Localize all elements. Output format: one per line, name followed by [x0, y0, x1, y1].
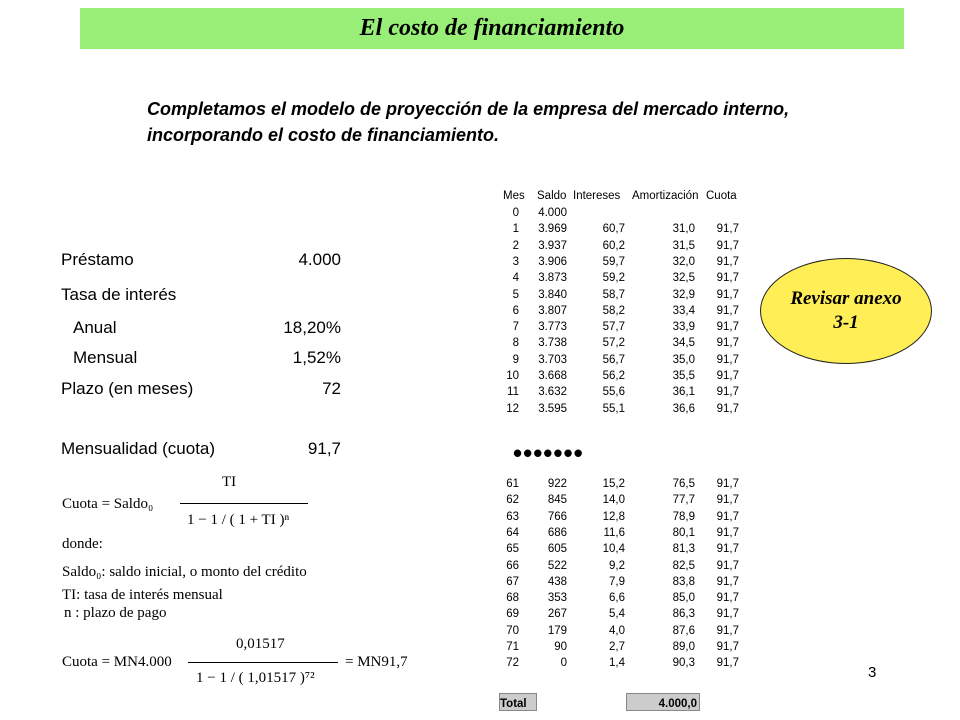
total-label-cell: [499, 693, 537, 711]
table-cell: 0: [560, 657, 567, 670]
table-cell: 36,1: [672, 386, 695, 399]
table-cell: 91,7: [716, 543, 739, 556]
table-cell: 76,5: [672, 478, 695, 490]
table-row: [503, 560, 753, 576]
table-cell: 3.668: [538, 370, 567, 382]
table-cell: 179: [547, 624, 567, 637]
table-row: [503, 511, 753, 527]
table-cell: 55,1: [602, 402, 625, 415]
table-cell: 59,2: [602, 272, 625, 285]
table-cell: 85,0: [672, 592, 695, 605]
table-cell: 91,7: [716, 370, 739, 382]
table-cell: 64: [506, 526, 519, 539]
table-cell: 33,9: [672, 321, 695, 334]
callout-text: Revisar anexo 3-1: [790, 288, 902, 333]
total-label: Total: [500, 698, 527, 710]
table-cell: 6,6: [609, 592, 625, 605]
mensual-label: Mensual: [73, 348, 138, 367]
table-row: [503, 240, 753, 256]
table-cell: 4: [512, 272, 519, 285]
table-cell: 922: [547, 478, 567, 490]
header-cuota: Cuota: [706, 190, 737, 202]
prestamo-value: 4.000: [298, 250, 341, 269]
summary-row-tasa: [61, 285, 341, 309]
plazo-value: 72: [322, 379, 341, 398]
table-cell: 5: [512, 288, 519, 301]
table-cell: 77,7: [672, 494, 695, 507]
table-cell: 55,6: [602, 386, 625, 399]
table-cell: 91,7: [716, 510, 739, 523]
table-cell: 438: [547, 575, 567, 588]
table-cell: 35,0: [672, 353, 695, 366]
table-cell: 31,0: [672, 223, 695, 236]
table-cell: 1,4: [609, 657, 625, 670]
table-cell: 31,5: [672, 239, 695, 252]
formula-ex-fraction-line: [188, 662, 338, 663]
table-cell: 63: [506, 510, 519, 523]
table-row: [503, 657, 753, 673]
table-cell: 91,7: [716, 288, 739, 301]
cuota-label: Mensualidad (cuota): [61, 439, 216, 458]
mensual-value: 1,52%: [292, 348, 341, 367]
table-cell: 58,2: [602, 304, 625, 317]
table-cell: 90,3: [672, 657, 695, 670]
table-cell: 65: [506, 543, 519, 556]
table-row: [503, 494, 753, 510]
table-row: [503, 354, 753, 370]
table-cell: 605: [547, 543, 567, 556]
table-cell: 3.632: [538, 386, 567, 399]
table-cell: 353: [547, 592, 567, 605]
table-cell: 60,7: [602, 223, 625, 236]
table-cell: 91,7: [716, 494, 739, 507]
table-cell: 67: [506, 575, 519, 588]
table-row: [503, 403, 753, 419]
formula-ex-numerator: 0,01517: [236, 636, 285, 652]
table-cell: 7,9: [609, 575, 625, 588]
table-cell: 10: [506, 370, 519, 382]
header-amortizacion: Amortización: [632, 190, 699, 202]
table-cell: 686: [547, 526, 567, 539]
formula-donde: donde:: [62, 536, 103, 552]
table-cell: 66: [506, 559, 519, 572]
table-cell: 91,7: [716, 353, 739, 366]
formula-lhs: Cuota = Saldo₀: [62, 496, 154, 512]
table-cell: 766: [547, 510, 567, 523]
table-cell: 90: [554, 641, 567, 653]
header-intereses: Intereses: [573, 190, 621, 202]
formula-denominator: 1 − 1 / ( 1 + TI )ⁿ: [187, 512, 290, 528]
table-cell: 89,0: [672, 641, 695, 653]
table-cell: 33,4: [672, 304, 695, 317]
table-cell: 62: [506, 494, 519, 507]
table-cell: 3.969: [538, 223, 567, 236]
page-number: 3: [868, 664, 877, 681]
table-cell: 1: [512, 223, 519, 236]
table-cell: 7: [512, 321, 519, 334]
table-cell: 78,9: [672, 510, 695, 523]
total-value-cell: [626, 693, 700, 711]
table-row: [503, 576, 753, 592]
table-cell: 91,7: [716, 402, 739, 415]
formula-def-n: n : plazo de pago: [64, 605, 167, 621]
table-cell: 56,2: [602, 370, 625, 382]
table-row: [503, 370, 753, 386]
table-cell: 267: [547, 608, 567, 621]
table-cell: 11,6: [603, 526, 625, 539]
table-cell: 91,7: [716, 321, 739, 334]
table-row: [503, 527, 753, 543]
table-cell: 80,1: [672, 526, 695, 539]
tasa-label: Tasa de interés: [61, 285, 177, 304]
callout-ellipse: [760, 258, 932, 364]
table-cell: 91,7: [716, 575, 739, 588]
table-cell: 91,7: [716, 592, 739, 605]
table-cell: 6: [512, 304, 519, 317]
table-cell: 3.873: [538, 272, 567, 285]
table-cell: 32,5: [672, 272, 695, 285]
table-cell: 87,6: [672, 624, 695, 637]
formula-ex-rhs: = MN91,7: [345, 654, 408, 670]
table-cell: 91,7: [716, 608, 739, 621]
cuota-value: 91,7: [307, 439, 341, 458]
table-cell: 69: [506, 608, 519, 621]
table-ellipsis: •••••••: [513, 438, 584, 468]
table-cell: 91,7: [716, 559, 739, 572]
table-row: [503, 321, 753, 337]
table-row: [503, 625, 753, 641]
table-row: [503, 256, 753, 272]
table-cell: 3.773: [538, 321, 567, 334]
table-cell: 2: [512, 239, 519, 252]
anual-value: 18,20%: [283, 318, 341, 337]
table-cell: 15,2: [602, 478, 625, 490]
table-cell: 3.937: [538, 239, 567, 252]
table-cell: 91,7: [716, 223, 739, 236]
table-cell: 56,7: [602, 353, 625, 366]
table-cell: 60,2: [602, 239, 625, 252]
summary-row-prestamo: [61, 250, 341, 274]
table-cell: 71: [506, 641, 519, 653]
plazo-label: Plazo (en meses): [61, 379, 194, 398]
formula-def-ti: TI: tasa de interés mensual: [62, 587, 223, 603]
table-cell: 9,2: [609, 559, 625, 572]
table-cell: 91,7: [716, 272, 739, 285]
table-cell: 91,7: [716, 526, 739, 539]
summary-row-anual: [61, 318, 341, 342]
table-cell: 57,7: [602, 321, 625, 334]
intro-text: Completamos el modelo de proyección de la empresa del mercado interno, incorporando el costo de financiamiento.: [147, 99, 790, 145]
table-cell: 91,7: [716, 386, 739, 399]
table-cell: 91,7: [716, 337, 739, 350]
summary-row-cuota: [61, 439, 341, 463]
table-cell: 0: [512, 207, 519, 219]
table-row: [503, 305, 753, 321]
table-cell: 91,7: [716, 304, 739, 317]
table-cell: 82,5: [672, 559, 695, 572]
table-row: [503, 641, 753, 657]
table-row: [503, 478, 753, 494]
table-cell: 59,7: [602, 255, 625, 268]
table-cell: 91,7: [716, 641, 739, 653]
table-cell: 3.595: [538, 402, 567, 415]
table-cell: 4.000: [538, 207, 567, 219]
table-row: [503, 337, 753, 353]
table-cell: 3: [512, 255, 519, 268]
table-cell: 68: [506, 592, 519, 605]
table-cell: 32,9: [672, 288, 695, 301]
table-cell: 3.703: [538, 353, 567, 366]
table-cell: 70: [506, 624, 519, 637]
slide-title: El costo de financiamiento: [359, 15, 625, 41]
table-cell: 91,7: [716, 255, 739, 268]
formula-fraction-line: [180, 503, 308, 504]
table-cell: 34,5: [672, 337, 695, 350]
table-cell: 4,0: [609, 624, 625, 637]
table-cell: 12: [506, 402, 519, 415]
header-saldo: Saldo: [537, 190, 567, 202]
table-cell: 35,5: [672, 370, 695, 382]
table-cell: 57,2: [602, 337, 625, 350]
table-row: [503, 608, 753, 624]
formula-ex-denominator: 1 − 1 / ( 1,01517 )⁷²: [196, 670, 315, 686]
table-cell: 3.807: [538, 304, 567, 317]
header-mes: Mes: [503, 190, 525, 202]
table-cell: 14,0: [602, 494, 625, 507]
table-row: [503, 543, 753, 559]
table-cell: 5,4: [609, 608, 625, 621]
table-cell: 81,3: [672, 543, 695, 556]
table-cell: 36,6: [672, 402, 695, 415]
table-cell: 845: [547, 494, 567, 507]
summary-row-mensual: [61, 348, 341, 372]
table-cell: 3.906: [538, 255, 567, 268]
table-cell: 3.738: [538, 337, 567, 350]
formula-def-saldo: Saldo₀: saldo inicial, o monto del crédito: [62, 564, 307, 580]
table-cell: 9: [512, 353, 519, 366]
formula-ex-lhs: Cuota = MN4.000: [62, 654, 172, 670]
table-row: [503, 207, 753, 223]
table-cell: 91,7: [716, 239, 739, 252]
table-row: [503, 289, 753, 305]
table-row: [503, 223, 753, 239]
table-row: [503, 592, 753, 608]
table-cell: 61: [506, 478, 519, 490]
table-cell: 58,7: [602, 288, 625, 301]
table-cell: 10,4: [602, 543, 625, 556]
table-cell: 2,7: [609, 641, 625, 653]
table-row: [503, 386, 753, 402]
table-cell: 91,7: [716, 657, 739, 670]
table-cell: 86,3: [672, 608, 695, 621]
table-cell: 91,7: [716, 478, 739, 490]
table-cell: 32,0: [672, 255, 695, 268]
table-cell: 72: [506, 657, 519, 670]
table-cell: 12,8: [602, 510, 625, 523]
table-row: [503, 272, 753, 288]
table-cell: 11: [507, 386, 519, 399]
prestamo-label: Préstamo: [61, 250, 134, 269]
table-cell: 83,8: [672, 575, 695, 588]
anual-label: Anual: [73, 318, 117, 337]
table-cell: 8: [512, 337, 519, 350]
total-value: 4.000,0: [658, 698, 697, 710]
title-bar: [80, 8, 904, 49]
table-cell: 3.840: [538, 288, 567, 301]
formula-ti: TI: [222, 474, 237, 490]
table-cell: 91,7: [716, 624, 739, 637]
summary-row-plazo: [61, 379, 341, 403]
table-cell: 522: [547, 559, 567, 572]
